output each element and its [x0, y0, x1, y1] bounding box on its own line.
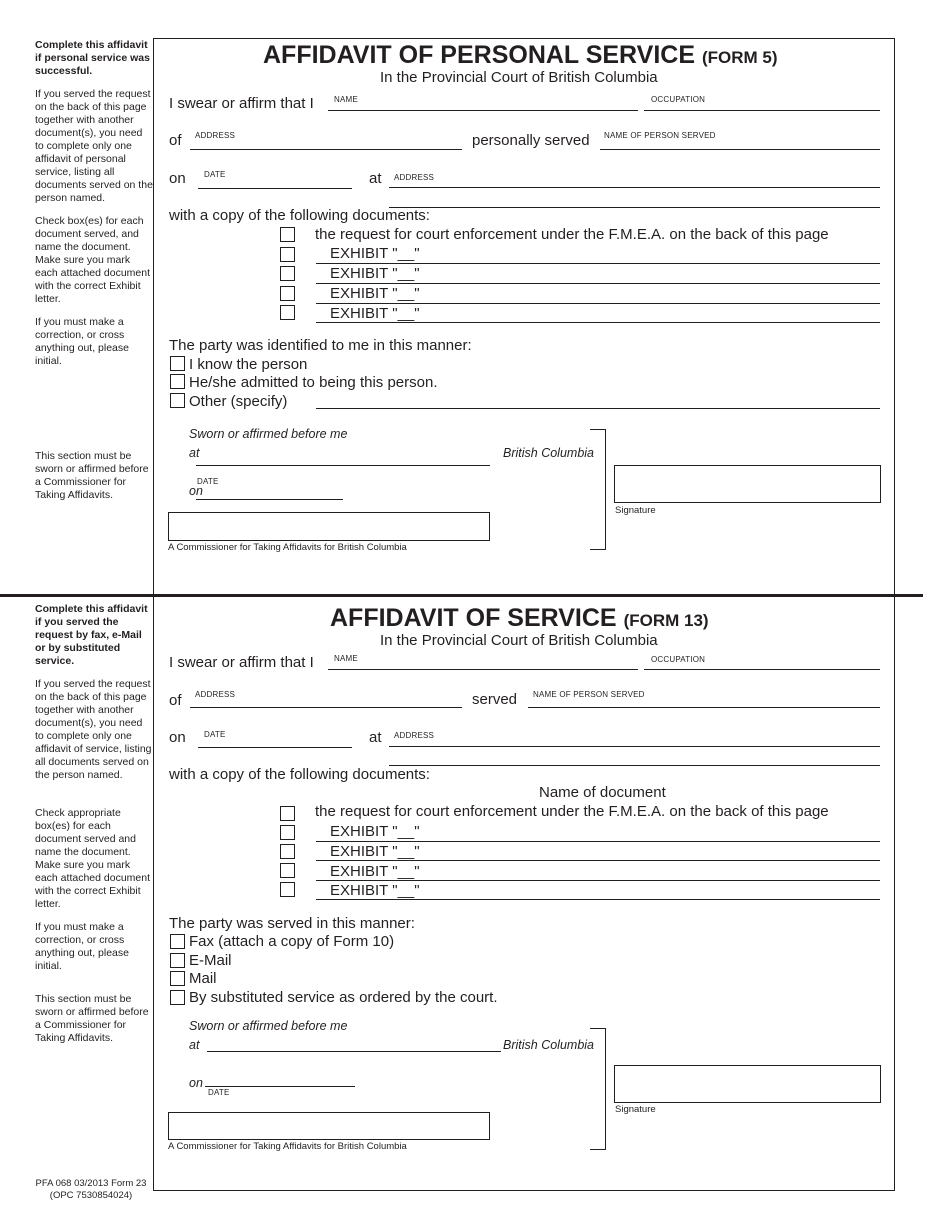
form13-sidebar-p2: Check appropriate box(es) for each document served and name the document. Make sure you mark each attached document with the correct Exhibit letter.	[35, 807, 150, 910]
form13-checkbox-exhibit-3[interactable]	[280, 863, 295, 878]
form13-checkbox-exhibit-2[interactable]	[280, 844, 295, 859]
form5-at-address-label: ADDRESS	[394, 173, 435, 182]
form13-sworn-date-field[interactable]	[205, 1086, 355, 1087]
form5-address-field[interactable]	[190, 149, 462, 150]
form13-sidebar-heading: Complete this affidavit if you served the request by fax, e-Mail or by substituted service.	[35, 603, 148, 667]
form5-sworn-date-label: DATE	[197, 477, 219, 486]
form5-served-label: personally served	[472, 132, 590, 149]
frame-top-line	[153, 38, 895, 39]
form13-served-label: served	[472, 691, 518, 708]
form5-sworn-before: Sworn or affirmed before me	[189, 427, 348, 441]
form5-commissioner-box[interactable]	[168, 512, 490, 541]
form5-person-served-field[interactable]	[600, 149, 880, 150]
form13-option-mail: Mail	[189, 970, 217, 987]
form5-exhibit-3-line[interactable]	[316, 303, 880, 304]
form5-sidebar	[35, 39, 153, 378]
form5-occupation-label: OCCUPATION	[651, 95, 706, 104]
form13-option-email: E-Mail	[189, 952, 232, 969]
form13-name-field[interactable]	[328, 669, 638, 670]
form5-subtitle: In the Provincial Court of British Columbia	[380, 69, 658, 86]
form5-exhibit-2: EXHIBIT "__"	[330, 265, 420, 282]
form13-checkbox-exhibit-4[interactable]	[280, 882, 295, 897]
form5-name-label: NAME	[334, 95, 358, 104]
form5-title-text: AFFIDAVIT OF PERSONAL SERVICE	[263, 41, 695, 69]
form13-sidebar-p3: If you must make a correction, or cross anything out, please initial.	[35, 921, 129, 972]
form5-option-other: Other (specify)	[189, 393, 288, 410]
form5-on-label: on	[169, 170, 186, 187]
form13-occupation-label: OCCUPATION	[651, 655, 706, 664]
form13-exhibit-2-line[interactable]	[316, 860, 880, 861]
form13-title-text: AFFIDAVIT OF SERVICE	[330, 604, 617, 632]
form13-exhibit-2: EXHIBIT "__"	[330, 843, 420, 860]
form5-option-admitted: He/she admitted to being this person.	[189, 374, 438, 391]
form5-exhibit-4-line[interactable]	[316, 322, 880, 323]
form13-sworn-date-label: DATE	[208, 1088, 230, 1097]
form13-at-address-field[interactable]	[389, 746, 880, 747]
form5-sworn-on: on	[189, 484, 203, 498]
form13-name-of-document: Name of document	[539, 784, 666, 801]
form13-commissioner-label: A Commissioner for Taking Affidavits for British Columbia	[168, 1141, 407, 1152]
form5-checkbox-exhibit-2[interactable]	[280, 266, 295, 281]
form5-occupation-field[interactable]	[644, 110, 880, 111]
form13-option-substituted: By substituted service as ordered by the court.	[189, 989, 498, 1006]
frame-bottom-line	[153, 1190, 895, 1191]
form5-province: British Columbia	[503, 446, 595, 460]
form5-checkbox-admitted[interactable]	[170, 374, 185, 389]
form13-sidebar	[35, 603, 153, 1055]
form13-sidebar-p1: If you served the request on the back of this page together with another document(s), you need to complete only one affidavit of service, listing all documents served on the person named.	[35, 678, 152, 781]
form13-checkbox-email[interactable]	[170, 953, 185, 968]
form5-sidebar-p4: This section must be sworn or affirmed before a Commissioner for Taking Affidavits.	[35, 450, 149, 501]
form5-exhibit-2-line[interactable]	[316, 283, 880, 284]
form13-checkbox-fax[interactable]	[170, 934, 185, 949]
form5-exhibit-3: EXHIBIT "__"	[330, 285, 420, 302]
form5-signature-box[interactable]	[614, 465, 881, 503]
form5-signature-label: Signature	[615, 505, 656, 516]
section-divider	[0, 594, 923, 597]
footer	[28, 1178, 154, 1202]
form5-checkbox-exhibit-4[interactable]	[280, 305, 295, 320]
form5-exhibit-1: EXHIBIT "__"	[330, 245, 420, 262]
form5-checkbox-exhibit-3[interactable]	[280, 286, 295, 301]
form13-exhibit-1-line[interactable]	[316, 841, 880, 842]
form13-sworn-at: at	[189, 1038, 200, 1052]
form13-at-address-field-2[interactable]	[389, 765, 880, 766]
footer-form-number: PFA 068 03/2013 Form 23	[35, 1178, 147, 1189]
form13-commissioner-box[interactable]	[168, 1112, 490, 1140]
form5-checkbox-other[interactable]	[170, 393, 185, 408]
form5-title-form: (FORM 5)	[701, 48, 778, 67]
form13-sworn-on: on	[189, 1076, 203, 1090]
form13-checkbox-exhibit-1[interactable]	[280, 825, 295, 840]
form13-exhibit-3-line[interactable]	[316, 880, 880, 881]
form5-request-doc: the request for court enforcement under the F.M.E.A. on the back of this page	[315, 226, 829, 243]
form5-date-label: DATE	[204, 170, 226, 179]
form13-checkbox-mail[interactable]	[170, 971, 185, 986]
form13-signature-label: Signature	[615, 1104, 656, 1115]
footer-opc-number: (OPC 7530854024)	[49, 1190, 133, 1201]
form13-bracket	[590, 1028, 606, 1150]
form13-exhibit-1: EXHIBIT "__"	[330, 823, 420, 840]
form5-of-label: of	[169, 132, 182, 149]
form13-of-label: of	[169, 692, 182, 709]
form13-checkbox-substituted[interactable]	[170, 990, 185, 1005]
form5-sworn-date-field[interactable]	[196, 499, 343, 500]
form13-address-field[interactable]	[190, 707, 462, 708]
form5-manner-heading: The party was identified to me in this manner:	[169, 337, 472, 354]
form5-sworn-at: at	[189, 446, 200, 460]
form5-sidebar-heading: Complete this affidavit if personal service was successful.	[35, 39, 150, 77]
form5-sidebar-p2: Check box(es) for each document served, and name the document. Make sure you mark each attached document with the correct Exhibit letter.	[35, 215, 150, 305]
form13-person-served-label: NAME OF PERSON SERVED	[533, 690, 645, 699]
form13-subtitle: In the Provincial Court of British Columbia	[380, 632, 658, 649]
form5-at-address-field[interactable]	[389, 187, 880, 188]
form13-date-label: DATE	[204, 730, 226, 739]
form13-exhibit-3: EXHIBIT "__"	[330, 863, 420, 880]
form13-request-doc: the request for court enforcement under the F.M.E.A. on the back of this page	[315, 803, 829, 820]
form5-address-label: ADDRESS	[195, 131, 236, 140]
form13-name-label: NAME	[334, 654, 358, 663]
form13-province: British Columbia	[503, 1038, 595, 1052]
form5-checkbox-request[interactable]	[280, 227, 295, 242]
form5-sidebar-p1: If you served the request on the back of this page together with another document(s), you need to complete only one affidavit of personal service, listing all documents served on the person named.	[35, 88, 153, 204]
form13-sidebar-p4: This section must be sworn or affirmed before a Commissioner for Taking Affidavits.	[35, 993, 149, 1044]
form13-exhibit-4: EXHIBIT "__"	[330, 882, 420, 899]
form5-copy-label: with a copy of the following documents:	[169, 207, 430, 224]
form5-checkbox-exhibit-1[interactable]	[280, 247, 295, 262]
form5-at-label: at	[369, 170, 382, 187]
form5-swear-label: I swear or affirm that I	[169, 95, 314, 112]
form13-title	[330, 604, 709, 633]
form5-checkbox-know-person[interactable]	[170, 356, 185, 371]
form5-option-know-person: I know the person	[189, 356, 308, 373]
form13-manner-heading: The party was served in this manner:	[169, 915, 415, 932]
form5-name-field[interactable]	[328, 110, 638, 111]
form13-date-field[interactable]	[198, 747, 352, 748]
form5-sidebar-p3: If you must make a correction, or cross anything out, please initial.	[35, 316, 129, 367]
form13-at-label: at	[369, 729, 382, 746]
form13-address-label: ADDRESS	[195, 690, 236, 699]
form5-at-address-field-2[interactable]	[389, 207, 880, 208]
form13-occupation-field[interactable]	[644, 669, 880, 670]
form13-on-label: on	[169, 729, 186, 746]
form5-date-field[interactable]	[198, 188, 352, 189]
frame-right-line	[894, 38, 895, 1190]
form13-sworn-before: Sworn or affirmed before me	[189, 1019, 348, 1033]
form13-signature-box[interactable]	[614, 1065, 881, 1103]
form13-swear-label: I swear or affirm that I	[169, 654, 314, 671]
form13-option-fax: Fax (attach a copy of Form 10)	[189, 933, 395, 950]
form5-person-served-label: NAME OF PERSON SERVED	[604, 131, 716, 140]
form13-exhibit-4-line[interactable]	[316, 899, 880, 900]
form5-bracket	[590, 429, 606, 550]
form5-exhibit-1-line[interactable]	[316, 263, 880, 264]
form13-copy-label: with a copy of the following documents:	[169, 766, 430, 783]
form13-person-served-field[interactable]	[528, 707, 880, 708]
form5-commissioner-label: A Commissioner for Taking Affidavits for British Columbia	[168, 542, 407, 553]
form13-at-address-label: ADDRESS	[394, 731, 435, 740]
form5-other-specify-field[interactable]	[316, 408, 880, 409]
form13-checkbox-request[interactable]	[280, 806, 295, 821]
form13-title-form: (FORM 13)	[623, 611, 709, 630]
form13-sworn-at-field[interactable]	[207, 1051, 501, 1052]
frame-left-line	[153, 38, 154, 1190]
form5-title	[263, 41, 778, 70]
form5-sworn-at-field[interactable]	[196, 465, 490, 466]
form5-exhibit-4: EXHIBIT "__"	[330, 305, 420, 322]
